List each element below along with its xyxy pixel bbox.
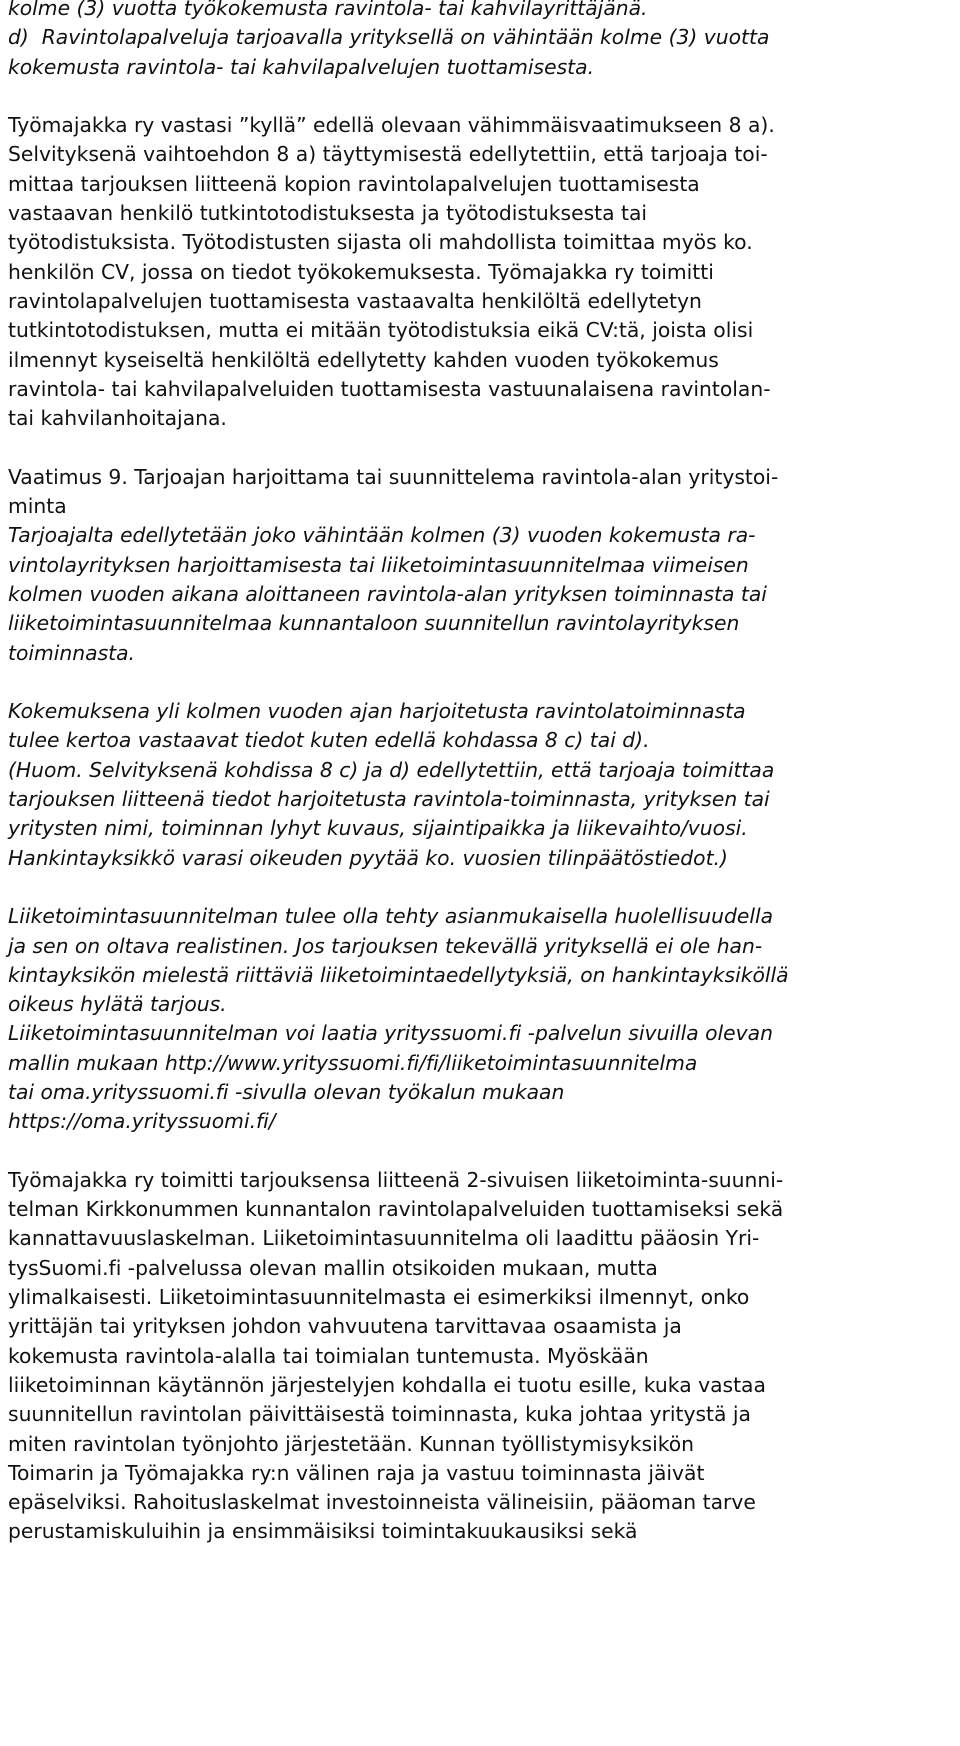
text-line: tulee kertoa vastaavat tiedot kuten edellä kohdassa 8 c) tai d). (8, 728, 650, 753)
text-line: epäselviksi. Rahoituslaskelmat investoinneista välineisiin, pääoman tarve (8, 1490, 756, 1515)
text-line: perustamiskuluihin ja ensimmäisiksi toimintakuukausiksi sekä (8, 1519, 638, 1544)
paragraph-business-plan-requirement (8, 902, 956, 1136)
text-line: https://oma.yrityssuomi.fi/ (8, 1109, 276, 1134)
paragraph-tyomajakka-response-8a (8, 111, 956, 433)
paragraph-gap (8, 873, 956, 902)
text-line: miten ravintolan työnjohto järjestetään. Kunnan työllistymisyksikön (8, 1431, 695, 1456)
text-line: minta (8, 494, 67, 519)
text-line: ja sen on oltava realistinen. Jos tarjouksen tekevällä yrityksellä ei ole han- (8, 933, 763, 958)
text-line: Vaatimus 9. Tarjoajan harjoittama tai suunnittelema ravintola-alan yritystoi- (8, 464, 779, 489)
paragraph-tyomajakka-business-plan (8, 1166, 956, 1547)
text-line: vintolayrityksen harjoittamisesta tai liiketoimintasuunnitelmaa viimeisen (8, 552, 749, 577)
text-line: ravintola- tai kahvilapalveluiden tuottamisesta vastuunalaisena ravintolan- (8, 376, 771, 401)
paragraph-gap (8, 82, 956, 111)
text-line: kolmen vuoden aikana aloittaneen ravintola-alan yrityksen toiminnasta tai (8, 581, 767, 606)
text-line: Toimarin ja Työmajakka ry:n välinen raja ja vastuu toiminnasta jäivät (8, 1460, 705, 1485)
text-line: tai oma.yrityssuomi.fi -sivulla olevan työkalun mukaan (8, 1079, 565, 1104)
text-line: ilmennyt kyseiseltä henkilöltä edellytetty kahden vuoden työkokemus (8, 347, 719, 372)
text-line: Työmajakka ry toimitti tarjouksensa liitteenä 2-sivuisen liiketoiminta-suunni- (8, 1167, 784, 1192)
paragraph-experience-note (8, 697, 956, 873)
text-line: työtodistuksista. Työtodistusten sijasta oli mahdollista toimittaa myös ko. (8, 230, 753, 255)
paragraph-requirement-8-cd (8, 0, 956, 82)
heading-requirement-9 (8, 463, 956, 522)
text-line: ylimalkaisesti. Liiketoimintasuunnitelmasta ei esimerkiksi ilmennyt, onko (8, 1285, 750, 1310)
text-line: d) Ravintolapalveluja tarjoavalla yrityksellä on vähintään kolme (3) vuotta (8, 25, 770, 50)
text-line: liiketoiminnan käytännön järjestelyjen kohdalla ei tuotu esille, kuka vastaa (8, 1372, 766, 1397)
document-page (8, 0, 956, 1547)
text-line: yritysten nimi, toiminnan lyhyt kuvaus, sijaintipaikka ja liikevaihto/vuosi. (8, 816, 748, 841)
text-line: (Huom. Selvityksenä kohdissa 8 c) ja d) edellytettiin, että tarjoaja toimittaa (8, 757, 775, 782)
text-line: liiketoimintasuunnitelmaa kunnantaloon suunnitellun ravintolayrityksen (8, 611, 740, 636)
text-line: vastaavan henkilö tutkintotodistuksesta ja työtodistuksesta tai (8, 201, 648, 226)
text-line: tarjouksen liitteenä tiedot harjoitetusta ravintola-toiminnasta, yrityksen tai (8, 787, 770, 812)
text-line: telman Kirkkonummen kunnantalon ravintolapalveluiden tuottamiseksi sekä (8, 1197, 784, 1222)
paragraph-gap (8, 668, 956, 697)
text-line: Hankintayksikkö varasi oikeuden pyytää ko. vuosien tilinpäätöstiedot.) (8, 845, 728, 870)
text-line: kannattavuuslaskelman. Liiketoimintasuunnitelma oli laadittu pääosin Yri- (8, 1226, 760, 1251)
text-line: toiminnasta. (8, 640, 135, 665)
text-line: mallin mukaan http://www.yrityssuomi.fi/fi/liiketoimintasuunnitelma (8, 1050, 698, 1075)
text-line: tysSuomi.fi -palvelussa olevan mallin otsikoiden mukaan, mutta (8, 1255, 658, 1280)
text-line: Työmajakka ry vastasi ”kyllä” edellä olevaan vähimmäisvaatimukseen 8 a). (8, 113, 775, 138)
text-line: ravintolapalvelujen tuottamisesta vastaavalta henkilöltä edellytetyn (8, 288, 702, 313)
text-line: Tarjoajalta edellytetään joko vähintään kolmen (3) vuoden kokemusta ra- (8, 523, 756, 548)
text-line: yrittäjän tai yrityksen johdon vahvuutena tarvittavaa osaamista ja (8, 1314, 682, 1339)
text-line: Kokemuksena yli kolmen vuoden ajan harjoitetusta ravintolatoiminnasta (8, 699, 746, 724)
text-line: kokemusta ravintola-alalla tai toimialan tuntemusta. Myöskään (8, 1343, 649, 1368)
paragraph-gap (8, 433, 956, 462)
paragraph-requirement-9-text (8, 521, 956, 667)
text-line: kokemusta ravintola- tai kahvilapalvelujen tuottamisesta. (8, 54, 595, 79)
text-line: henkilön CV, jossa on tiedot työkokemuksesta. Työmajakka ry toimitti (8, 259, 714, 284)
text-line: mittaa tarjouksen liitteenä kopion ravintolapalvelujen tuottamisesta (8, 171, 700, 196)
text-line: Liiketoimintasuunnitelman tulee olla tehty asianmukaisella huolellisuudella (8, 904, 774, 929)
paragraph-gap (8, 1137, 956, 1166)
text-line: tutkintotodistuksen, mutta ei mitään työtodistuksia eikä CV:tä, joista olisi (8, 318, 754, 343)
text-line: kintayksikön mielestä riittäviä liiketoimintaedellytyksiä, on hankintayksiköllä (8, 962, 789, 987)
text-line: oikeus hylätä tarjous. (8, 992, 227, 1017)
text-line: suunnitellun ravintolan päivittäisestä toiminnasta, kuka johtaa yritystä ja (8, 1402, 751, 1427)
text-line: tai kahvilanhoitajana. (8, 406, 227, 431)
text-line: kolme (3) vuotta työkokemusta ravintola- tai kahvilayrittäjänä. (8, 0, 648, 20)
text-line: Selvityksenä vaihtoehdon 8 a) täyttymisestä edellytettiin, että tarjoaja toi- (8, 142, 768, 167)
text-line: Liiketoimintasuunnitelman voi laatia yrityssuomi.fi -palvelun sivuilla olevan (8, 1021, 773, 1046)
